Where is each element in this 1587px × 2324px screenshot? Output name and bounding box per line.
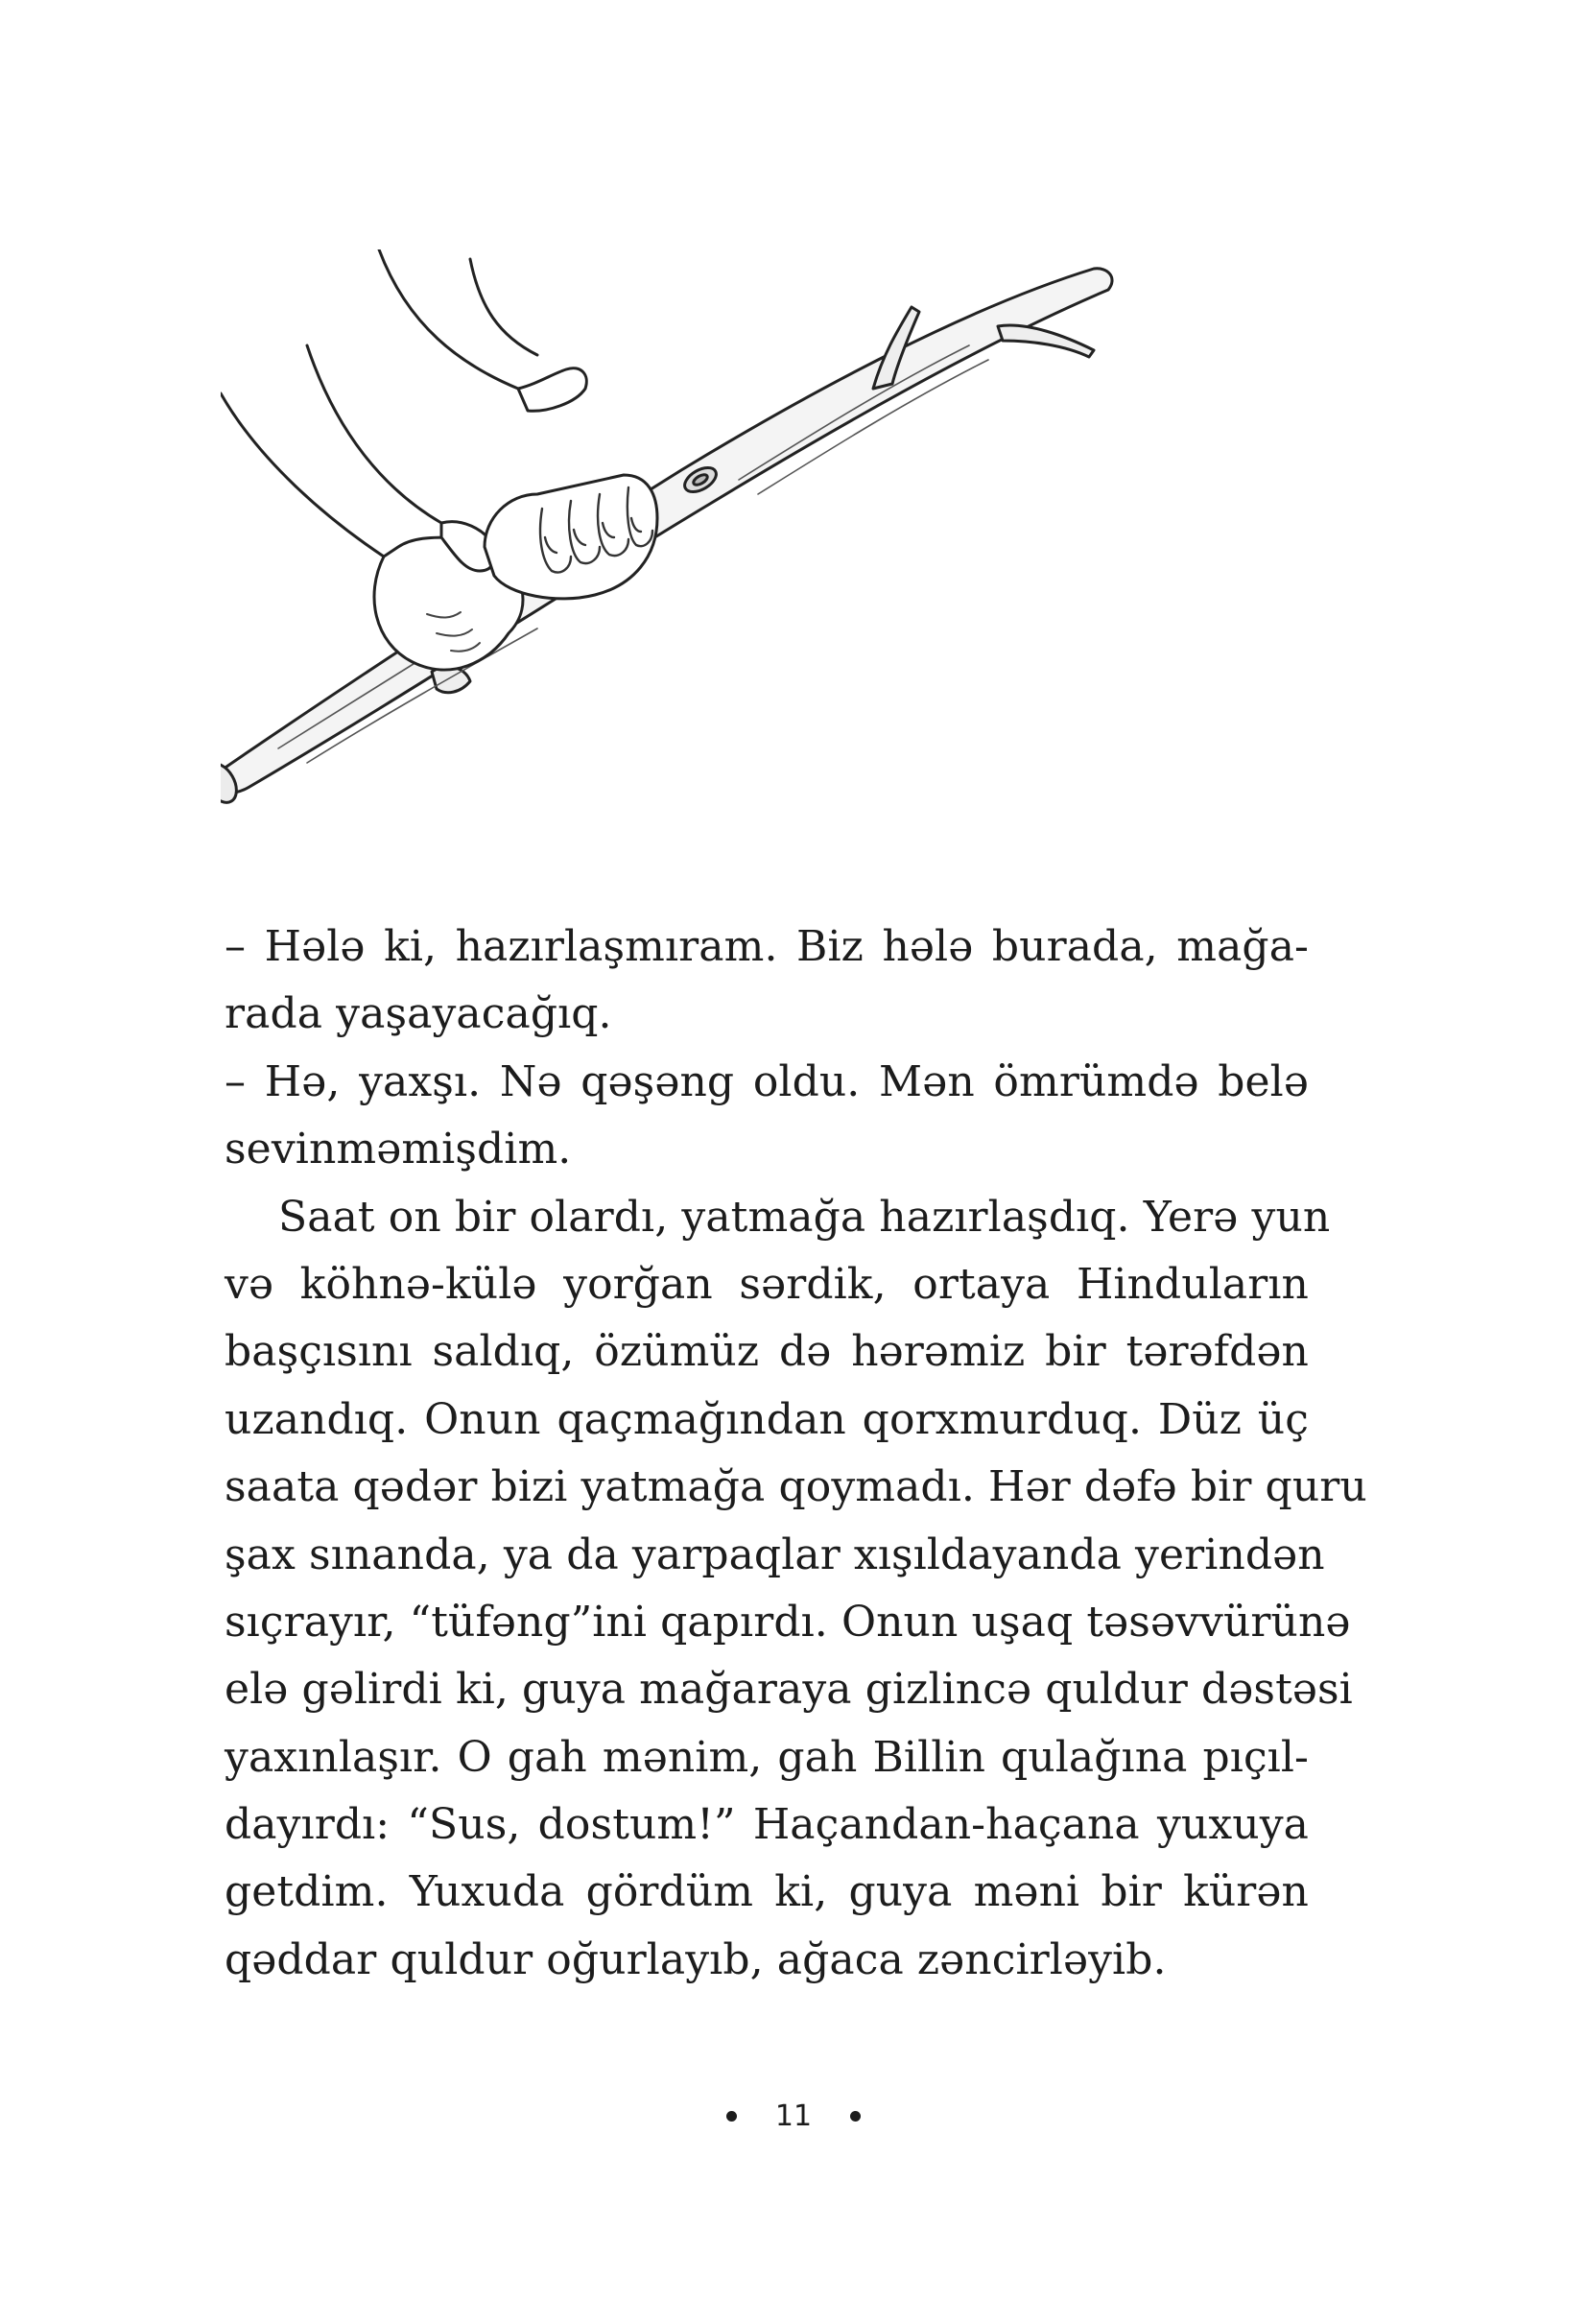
text-line: sıçrayır, “tüfəng”ini qapırdı. Onun uşaq təsəvvürünə (225, 1597, 1351, 1647)
text-line: qəddar quldur oğurlayıb, ağaca zəncirləyib. (225, 1934, 1167, 1984)
illustration-hands-holding-stick (221, 249, 1315, 825)
text-line: və köhnə-külə yorğan sərdik, ortaya Hinduların (225, 1259, 1309, 1309)
page-number: 11 (774, 2099, 813, 2133)
text-line: dayırdı: “Sus, dostum!” Haçandan-haçana yuxuya (225, 1800, 1309, 1850)
body-text (225, 913, 1367, 1994)
text-line: sevinməmişdim. (225, 1125, 572, 1174)
text-line: getdim. Yuxuda gördüm ki, guya məni bir kürən (225, 1867, 1309, 1917)
text-line: elə gəlirdi ki, guya mağaraya gizlincə quldur dəstəsi (225, 1665, 1353, 1715)
text-line: – Hə, yaxşı. Nə qəşəng oldu. Mən ömrümdə belə (225, 1056, 1309, 1106)
text-line: başçısını saldıq, özümüz də hərəmiz bir tərəfdən (225, 1327, 1309, 1377)
bullet-dot-icon (850, 2111, 861, 2122)
text-line: saata qədər bizi yatmağa qoymadı. Hər dəfə bir quru (225, 1462, 1367, 1512)
text-line: Saat on bir olardı, yatmağa hazırlaşdıq. Yerə yun (278, 1192, 1331, 1242)
text-line: uzandıq. Onun qaçmağından qorxmurduq. Düz üç (225, 1394, 1309, 1444)
bullet-dot-icon (726, 2111, 737, 2122)
page-footer (0, 2092, 1587, 2140)
text-line: – Hələ ki, hazırlaşmıram. Biz hələ burada, mağa- (225, 922, 1309, 971)
text-line: şax sınanda, ya da yarpaqlar xışıldayanda yerindən (225, 1530, 1325, 1579)
text-line: rada yaşayacağıq. (225, 989, 612, 1039)
hands-holding-stick-illustration (221, 249, 1315, 825)
text-line: yaxınlaşır. O gah mənim, gah Billin qulağına pıçıl- (225, 1732, 1309, 1782)
